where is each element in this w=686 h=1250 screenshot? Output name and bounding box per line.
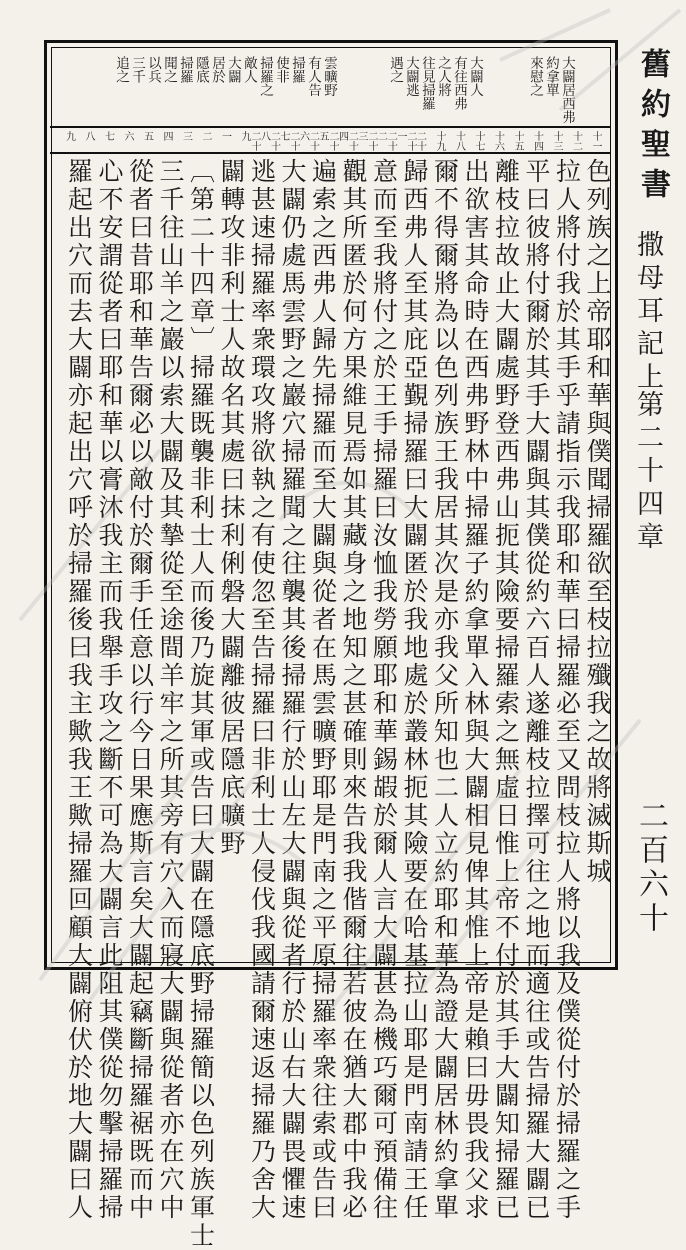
text-column: 爾不得爾將為以色列族王我居其次是亦我父所知也二人立約耶和華為證大闢居林約拿單 [430,158,460,1222]
note-text: 聞之 [161,56,177,83]
verse-number: 二十 [414,131,426,151]
verse-number: 二十七 [278,131,299,151]
marginal-notes [50,48,610,128]
verse-number: 五 [141,131,153,141]
verse-number: 一 [219,131,231,141]
chapter-label: 第二十四章 [632,390,663,555]
text-column: 拉人將付我於其手乎請指示我耶和華曰掃羅必至又問枝拉人將以我及僕從付於掃羅之手 [552,158,582,1222]
note-text: 雲曠野 [321,56,337,97]
verse-number: 十一 [590,131,601,151]
text-column: 觀其所匿於何方果維見焉如其藏身之地知之甚確則來告我我偕爾往若彼在猶大郡中我必 [339,158,368,1222]
verse-number: 四 [161,131,172,141]
note-text: 大闢居西弗 [559,56,575,124]
note-text: 掃羅 [289,56,305,83]
text-column: 〔第二十四章〕掃羅既襲非利士人而後乃旋其軍或告曰大闢在隱底野掃羅簡以色列族軍士 [186,158,216,1250]
verse-number: 十二 [570,131,582,151]
text-column: 歸西弗人至其庇亞覲掃羅曰大闢匿於我地處於叢林扼其險要在哈基拉山耶是門南請王任 [400,158,429,1222]
note-text: 大闢人 [467,56,483,97]
verse-number: 二十八 [258,131,280,151]
verse-number: 十四 [531,131,543,151]
verse-number: 二十九 [239,131,260,151]
note-text: 有人告 [305,56,321,97]
note-text: 之人將 [435,56,451,97]
verse-number: 二十五 [317,131,338,151]
note-text: 來慰之 [527,56,543,97]
verse-number: 二十一 [395,131,416,151]
verse-number: 十八 [453,131,465,151]
note-text: 往見掃羅 [419,56,435,110]
text-column: 羅起出穴而去大闢亦起出穴呼於掃羅後曰我主歟我王歟掃羅回顧大闢俯伏於地大闢曰人 [64,158,94,1222]
verse-number: 二十二 [375,131,397,151]
note-text: 遇之 [387,56,403,83]
verse-number: 十三 [551,131,562,151]
note-text: 以兵 [145,56,161,83]
text-column: 離枝拉故止大闢處野登西弗山扼其險要掃羅索之無虛日惟上帝不付於其手大闢知掃羅已 [491,158,521,1222]
verse-number: 十六 [492,131,504,151]
page-number: 二百六十 [633,800,668,936]
verse-number: 十五 [512,131,523,151]
note-text: 大闢逃 [403,56,419,97]
verse-number: 九 [63,131,75,141]
verse-number: 十九 [434,131,445,151]
text-column: 遍索之西弗人歸先掃羅而至大闢與從者在馬雲曠野耶是門南之平原掃羅率衆往索或告曰 [308,158,338,1222]
note-text: 使非 [273,56,289,83]
note-text: 約拿單 [543,56,559,97]
verse-number: 八 [83,131,94,141]
verse-number: 二十六 [297,131,319,151]
verse-number-row [50,128,610,154]
verse-number: 七 [102,131,114,141]
text-column: 大闢仍處馬雲野之巖穴掃羅聞之往襲其後掃羅行於山左大闢與從者行於山右大闢畏懼速 [278,158,307,1222]
verse-number: 二 [200,131,211,141]
verse-number: 十七 [473,131,484,151]
note-text: 居於 [209,56,225,83]
verse-number: 六 [122,131,133,141]
note-text: 有往西弗 [451,56,467,110]
note-text: 敵人 [241,56,257,83]
text-column: 心不安謂從者曰耶和華以膏沐我主而我舉手攻之斷不可為大闢言此阻其僕從勿擊掃羅掃 [95,158,124,1222]
text-column: 逃甚速掃羅率衆環攻將欲執之有使忽至告掃羅曰非利士人侵伐我國請爾速返掃羅乃舍大 [247,158,277,1222]
text-column: 從者曰昔耶和華告爾必以敵付於爾手任意以行今日果應斯言矣大闢起竊斷掃羅裾既而中 [125,158,155,1222]
text-column: 平曰彼將付爾於其手大闢與其僕從約六百人遂離枝拉擇可往之地而適往或告掃羅大闢已 [522,158,551,1222]
verse-number: 三 [180,131,192,141]
note-text: 掃羅 [177,56,193,83]
note-text: 三千 [129,56,145,83]
verse-number: 二十四 [336,131,358,151]
text-column: 意而至我將付之於王手掃羅曰汝恤我勞願耶和華錫嘏於爾人言大闢甚為機巧爾可預備往 [369,158,399,1222]
verse-number: 二十三 [356,131,377,151]
note-text: 掃羅之 [257,56,273,97]
note-text: 追之 [113,56,129,83]
text-column: 出欲害其命時在西弗野林中掃羅子約拿單入林與大闢相見俾其惟上帝是賴曰毋畏我父求 [461,158,490,1222]
text-column: 三千往山羊之巖以索大闢及其摯從至途間羊牢之所其旁有穴入而寢大闢與從者亦在穴中 [156,158,185,1222]
note-text: 大闢 [225,56,241,83]
text-column: 色列族之上帝耶和華與僕聞掃羅欲至枝拉殲我之故將滅斯城 [583,158,612,886]
book-name: 撒母耳記上 [632,230,663,395]
text-column: 闢轉攻非利士人故名其處曰抹利俐磐大闢離彼居隱底曠野 [217,158,246,858]
note-text: 隱底 [193,56,209,83]
book-title: 舊約聖書 [635,48,670,208]
